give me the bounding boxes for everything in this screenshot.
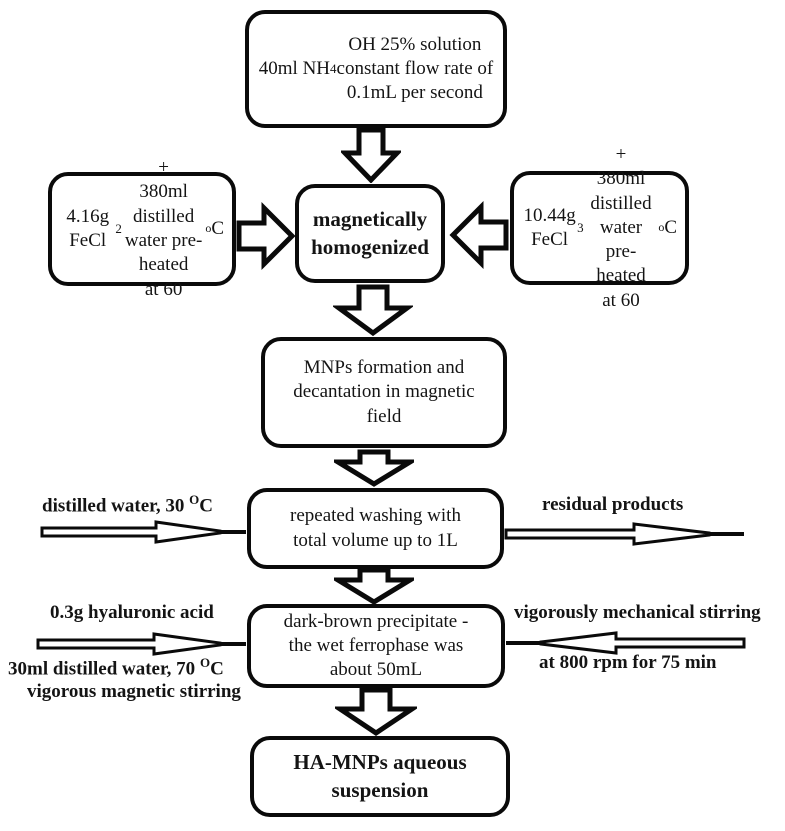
label-residual-products: residual products [542,494,684,515]
box-nh4oh-solution: 40ml NH 4 OH 25% solution constant flow rate of 0.1mL per second [245,10,507,128]
label-mechanical-stirring: vigorously mechanical stirring [514,602,761,623]
label-distilled-water-30: distilled water, 30 $^O$C [42,492,213,517]
box-repeated-washing: repeated washing with total volume up to 1L [247,488,504,569]
arrow-hyaluronic-acid-in-icon [36,631,248,657]
arrow-mnps-to-washing-icon [334,449,414,487]
arrow-fecl2-to-homogenized-icon [236,201,296,271]
box-ha-mnps-suspension: HA-MNPs aqueous suspension [250,736,510,817]
box-fecl3-water: 10.44g FeCl 3 + 380ml distilled water pre-heated at 60 o C [510,171,689,285]
box-fecl2-water: 4.16g FeCl 2 + 380ml distilled water pre-heated at 60 o C [48,172,236,286]
box-dark-brown-precipitate: dark-brown precipitate - the wet ferrophase was about 50mL [247,604,505,688]
arrow-distilled-water-in-icon [40,519,248,545]
arrow-homogenized-to-mnps-icon [333,284,413,336]
arrow-washing-to-precipitate-icon [334,567,414,605]
arrow-nh4oh-to-homogenized-icon [341,127,401,183]
box-magnetically-homogenized: magnetically homogenized [295,184,445,283]
label-distilled-water-70: 30ml distilled water, 70 $^O$C [8,655,224,680]
arrow-precipitate-to-suspension-icon [335,687,417,736]
arrow-fecl3-to-homogenized-icon [449,199,509,271]
label-hyaluronic-acid: 0.3g hyaluronic acid [50,602,214,623]
label-vigorous-magnetic-stirring: vigorous magnetic stirring [27,681,241,702]
label-800-rpm: at 800 rpm for 75 min [539,652,717,673]
box-mnps-formation: MNPs formation and decantation in magnetic field [261,337,507,448]
arrow-residual-products-out-icon [504,521,746,547]
